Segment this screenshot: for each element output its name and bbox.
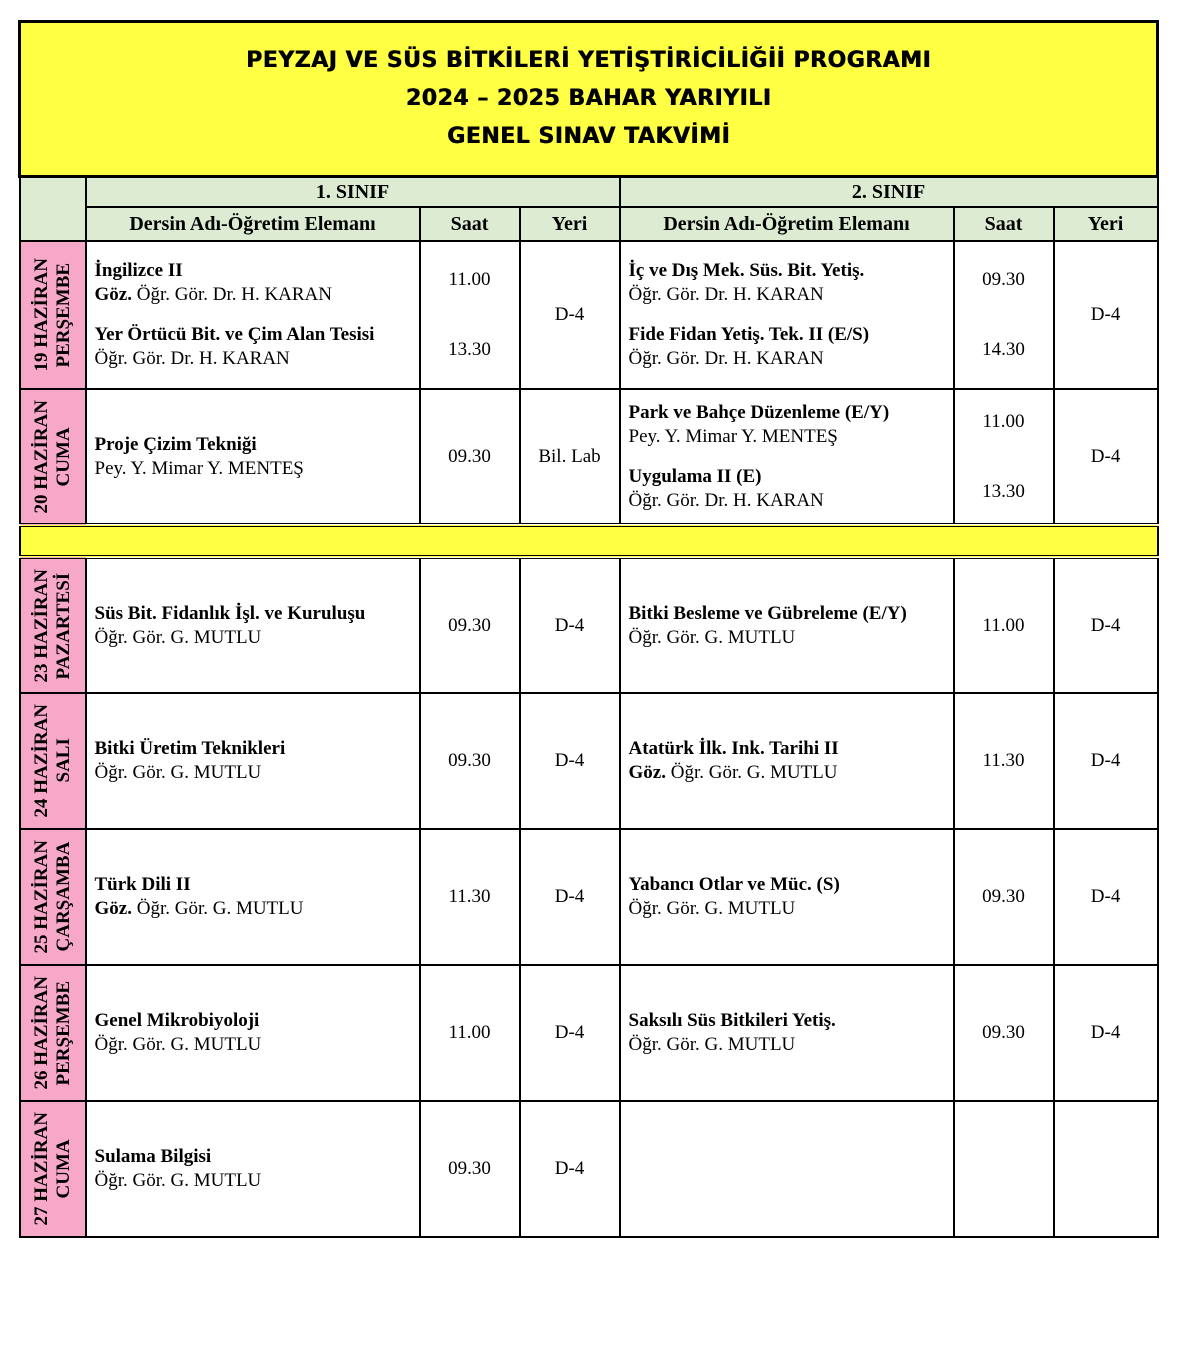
day-label-line: CUMA xyxy=(52,1139,74,1199)
course-teacher-line xyxy=(629,489,945,513)
day-label-line: PAZARTESİ xyxy=(52,572,74,679)
exam-time: 09.30 xyxy=(448,445,491,467)
day-label-line: 24 HAZİRAN xyxy=(30,704,52,818)
course-entry xyxy=(629,323,945,371)
time-cell-2 xyxy=(954,557,1054,693)
course-name: Yer Örtücü Bit. ve Çim Alan Tesisi xyxy=(94,324,375,345)
instructor: Öğr. Gör. G. MUTLU xyxy=(628,626,796,648)
day-label xyxy=(31,258,75,371)
course-teacher-line xyxy=(95,457,411,481)
course-entry xyxy=(95,602,411,650)
course-name: Atatürk İlk. Ink. Tarihi II xyxy=(628,738,839,759)
day-label-cell xyxy=(20,241,86,389)
course-cell-2 xyxy=(620,557,954,693)
day-label xyxy=(31,840,75,953)
instructor: Öğr. Gör. Dr. H. KARAN xyxy=(136,284,332,305)
day-label-cell xyxy=(20,965,86,1101)
day-label-cell xyxy=(20,557,86,693)
course-cell-2 xyxy=(620,1101,954,1237)
time-cell-1 xyxy=(420,1101,520,1237)
time-cell-1 xyxy=(420,965,520,1101)
course-cell-1 xyxy=(86,241,420,389)
place-cell-2: D-4 xyxy=(1054,557,1158,693)
exam-time: 11.00 xyxy=(982,410,1025,432)
day-row xyxy=(20,693,1158,829)
course-cell-2 xyxy=(620,829,954,965)
day-label xyxy=(31,704,75,817)
time-cell-1 xyxy=(420,693,520,829)
time-cell-2 xyxy=(954,965,1054,1101)
exam-time: 11.30 xyxy=(982,750,1025,771)
exam-time: 11.00 xyxy=(448,1022,491,1043)
course-cell-1 xyxy=(86,1101,420,1237)
day-label-line: 26 HAZİRAN xyxy=(30,976,52,1090)
course-cell-1 xyxy=(86,557,420,693)
course-teacher-line xyxy=(95,347,411,371)
time-cell-2 xyxy=(954,389,1054,525)
title-line-2: 2024 – 2025 BAHAR YARIYILI xyxy=(405,86,772,111)
exam-time: 09.30 xyxy=(448,750,491,771)
class-1-header: 1. SINIF xyxy=(86,177,620,208)
exam-time: 09.30 xyxy=(982,1022,1025,1043)
course-cell-1 xyxy=(86,829,420,965)
course-teacher-line xyxy=(629,626,945,650)
instructor: Öğr. Gör. G. MUTLU xyxy=(94,762,262,783)
course-teacher-line xyxy=(95,1169,411,1193)
class-2-header: 2. SINIF xyxy=(620,177,1158,208)
course-cell-1 xyxy=(86,389,420,525)
instructor: Öğr. Gör. Dr. H. KARAN xyxy=(628,348,824,369)
course-teacher-line xyxy=(95,897,411,921)
course-name: Proje Çizim Tekniği xyxy=(94,433,257,455)
weekend-separator xyxy=(20,525,1158,557)
day-label-line: SALI xyxy=(52,738,74,784)
day-label-line: PERŞEMBE xyxy=(52,980,74,1086)
instructor: Öğr. Gör. Dr. H. KARAN xyxy=(628,284,824,305)
title-line-3: GENEL SINAV TAKVİMİ xyxy=(447,124,731,149)
course-name: İç ve Dış Mek. Süs. Bit. Yetiş. xyxy=(628,260,865,281)
course-name: Yabancı Otlar ve Müc. (S) xyxy=(628,874,840,895)
exam-time: 11.00 xyxy=(448,269,491,290)
day-label-line: CUMA xyxy=(52,426,74,487)
day-row xyxy=(20,389,1158,525)
course-cell-2 xyxy=(620,693,954,829)
course-teacher-line xyxy=(95,626,411,650)
day-label xyxy=(31,400,75,513)
place-cell-1: D-4 xyxy=(520,829,620,965)
course-entry xyxy=(629,737,945,785)
place-cell-2: D-4 xyxy=(1054,965,1158,1101)
exam-time: 09.30 xyxy=(982,886,1025,907)
course-teacher-line xyxy=(629,425,945,449)
exam-schedule xyxy=(18,20,1156,1238)
proctor-prefix: Göz. xyxy=(94,284,132,305)
instructor: Öğr. Gör. G. MUTLU xyxy=(628,898,796,919)
place-cell-1: D-4 xyxy=(520,965,620,1101)
course-name: Süs Bit. Fidanlık İşl. ve Kuruluşu xyxy=(94,602,366,624)
place-cell-2: D-4 xyxy=(1054,829,1158,965)
place-cell-1: D-4 xyxy=(520,1101,620,1237)
course-entry xyxy=(95,1145,411,1193)
proctor-prefix: Göz. xyxy=(94,898,132,919)
course-cell-1 xyxy=(86,965,420,1101)
time-cell-2 xyxy=(954,693,1054,829)
col-place-1: Yeri xyxy=(520,207,620,241)
place-cell-2: D-4 xyxy=(1054,389,1158,525)
instructor: Öğr. Gör. G. MUTLU xyxy=(136,898,304,919)
corner-cell xyxy=(20,177,86,242)
course-name: Saksılı Süs Bitkileri Yetiş. xyxy=(628,1010,836,1031)
exam-time: 09.30 xyxy=(982,269,1025,290)
col-course-2: Dersin Adı-Öğretim Elemanı xyxy=(620,207,954,241)
day-label-line: 27 HAZİRAN xyxy=(30,1112,52,1226)
instructor: Öğr. Gör. G. MUTLU xyxy=(670,762,838,783)
exam-time: 14.30 xyxy=(982,339,1025,360)
course-teacher-line xyxy=(629,347,945,371)
exam-time: 09.30 xyxy=(448,614,491,636)
weekend-separator-cell xyxy=(20,525,1158,557)
place-cell-2: D-4 xyxy=(1054,693,1158,829)
day-label-line: 19 HAZİRAN xyxy=(30,258,52,372)
course-cell-2 xyxy=(620,241,954,389)
course-teacher-line xyxy=(95,761,411,785)
course-entry xyxy=(95,433,411,481)
instructor: Öğr. Gör. G. MUTLU xyxy=(94,1034,262,1055)
course-teacher-line xyxy=(629,761,945,785)
course-entry xyxy=(629,1009,945,1057)
course-teacher-line xyxy=(629,1033,945,1057)
instructor: Öğr. Gör. Dr. H. KARAN xyxy=(94,348,290,369)
day-label-line: 25 HAZİRAN xyxy=(30,840,52,954)
instructor: Pey. Y. Mimar Y. MENTEŞ xyxy=(94,457,304,479)
exam-time: 11.30 xyxy=(448,886,491,907)
course-cell-1 xyxy=(86,693,420,829)
day-label xyxy=(31,976,75,1089)
day-label-line: ÇARŞAMBA xyxy=(52,842,74,952)
title-line-1: PEYZAJ VE SÜS BİTKİLERİ YETİŞTİRİCİLİĞİİ PROGRAMI xyxy=(245,48,932,73)
course-name: Genel Mikrobiyoloji xyxy=(94,1010,260,1031)
day-row xyxy=(20,965,1158,1101)
day-label-line: PERŞEMBE xyxy=(52,262,74,368)
time-cell-1 xyxy=(420,557,520,693)
time-cell-1 xyxy=(420,829,520,965)
time-cell-1 xyxy=(420,241,520,389)
course-name: Sulama Bilgisi xyxy=(94,1146,212,1167)
place-cell-1: D-4 xyxy=(520,241,620,389)
time-cell-1 xyxy=(420,389,520,525)
course-teacher-line xyxy=(629,897,945,921)
day-label-line: 20 HAZİRAN xyxy=(30,399,52,514)
place-cell-1: D-4 xyxy=(520,693,620,829)
instructor: Öğr. Gör. G. MUTLU xyxy=(94,1170,262,1191)
place-cell-1: D-4 xyxy=(520,557,620,693)
day-label-cell xyxy=(20,389,86,525)
course-entry xyxy=(629,259,945,307)
day-label-cell xyxy=(20,829,86,965)
col-place-2: Yeri xyxy=(1054,207,1158,241)
course-entry xyxy=(95,323,411,371)
course-entry xyxy=(629,465,945,513)
course-cell-2 xyxy=(620,965,954,1101)
course-name: İngilizce II xyxy=(94,260,183,281)
instructor: Öğr. Gör. G. MUTLU xyxy=(94,626,262,648)
course-entry xyxy=(95,737,411,785)
day-label-line: 23 HAZİRAN xyxy=(30,568,52,683)
course-entry xyxy=(629,602,945,650)
day-label-cell xyxy=(20,693,86,829)
course-teacher-line xyxy=(629,283,945,307)
instructor: Öğr. Gör. G. MUTLU xyxy=(628,1034,796,1055)
course-name: Bitki Üretim Teknikleri xyxy=(94,738,286,759)
course-entry xyxy=(95,259,411,307)
course-entry xyxy=(629,873,945,921)
instructor: Öğr. Gör. Dr. H. KARAN xyxy=(628,489,824,511)
place-cell-1: Bil. Lab xyxy=(520,389,620,525)
schedule-table xyxy=(18,20,1159,1238)
course-name: Bitki Besleme ve Gübreleme (E/Y) xyxy=(628,602,907,624)
course-entry xyxy=(95,873,411,921)
course-teacher-line xyxy=(95,1033,411,1057)
place-cell-2: D-4 xyxy=(1054,241,1158,389)
time-cell-2 xyxy=(954,829,1054,965)
title-banner xyxy=(20,22,1158,177)
col-time-2: Saat xyxy=(954,207,1054,241)
course-entry xyxy=(629,401,945,449)
day-row xyxy=(20,829,1158,965)
exam-time: 11.00 xyxy=(982,614,1025,636)
day-label xyxy=(31,569,75,682)
course-teacher-line xyxy=(95,283,411,307)
day-row xyxy=(20,241,1158,389)
day-row xyxy=(20,557,1158,693)
time-cell-2 xyxy=(954,241,1054,389)
course-name: Fide Fidan Yetiş. Tek. II (E/S) xyxy=(628,324,870,345)
col-course-1: Dersin Adı-Öğretim Elemanı xyxy=(86,207,420,241)
time-cell-2 xyxy=(954,1101,1054,1237)
course-cell-2 xyxy=(620,389,954,525)
exam-time: 09.30 xyxy=(448,1158,491,1179)
exam-time: 13.30 xyxy=(982,480,1025,502)
col-time-1: Saat xyxy=(420,207,520,241)
course-name: Park ve Bahçe Düzenleme (E/Y) xyxy=(628,401,890,423)
course-name: Uygulama II (E) xyxy=(628,465,762,487)
proctor-prefix: Göz. xyxy=(628,762,666,783)
instructor: Pey. Y. Mimar Y. MENTEŞ xyxy=(628,425,838,447)
day-label xyxy=(31,1112,75,1225)
course-name: Türk Dili II xyxy=(94,874,191,895)
exam-time: 13.30 xyxy=(448,339,491,360)
place-cell-2 xyxy=(1054,1101,1158,1237)
day-row xyxy=(20,1101,1158,1237)
day-label-cell xyxy=(20,1101,86,1237)
course-entry xyxy=(95,1009,411,1057)
